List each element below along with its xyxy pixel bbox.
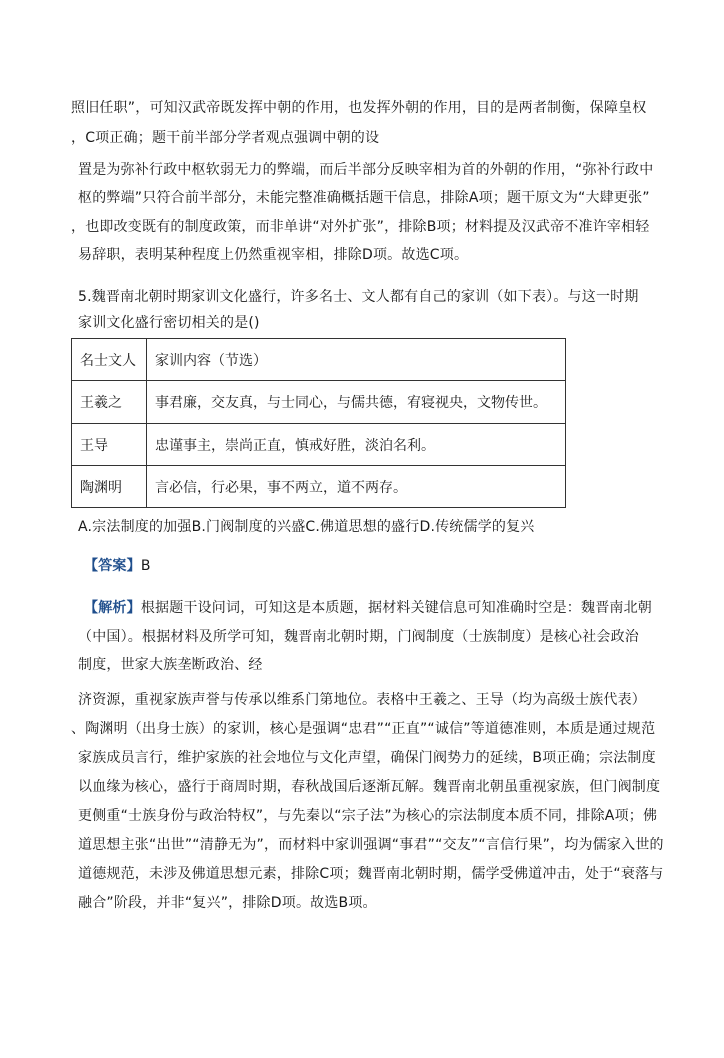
question-stem-line-2: 家训文化盛行密切相关的是() [78,315,260,331]
answer-value: B [140,558,151,574]
table-cell-content: 忠谨事主，崇尚正直，慎戒好胜，淡泊名利。 [147,424,566,466]
prev-analysis-line-5: ，也即改变既有的制度政策，而非单讲“对外扩张”，排除B项；材料提及汉武帝不准许宰相轻 [71,219,650,235]
analysis-line-7: 以血缘为核心，盛行于商周时期，春秋战国后逐渐瓦解。魏晋南北朝虽重视家族，但门阀制度 [78,779,661,795]
analysis-line-8: 更侧重“士族身份与政治特权”，与先秦以“宗子法”为核心的宗法制度本质不同，排除A项；佛 [78,808,658,824]
analysis-text-start: 根据题干设问词，可知这是本质题，据材料关键信息可知准确时空是：魏晋南北朝 [140,600,653,616]
answer-tag: 【答案】 [84,558,141,574]
prev-analysis-line-6: 易辞职，表明某种程度上仍然重视宰相，排除D项。故选C项。 [78,247,469,263]
prev-analysis-line-3: 置是为弥补行政中枢软弱无力的弊端，而后半部分反映宰相为首的外朝的作用，“弥补行政中 [78,162,654,178]
table-cell-content: 言必信，行必果，事不两立，道不两存。 [147,466,566,508]
table-cell-name: 王羲之 [72,381,147,424]
analysis-line-1 [84,598,652,618]
prev-analysis-line-2: ，C项正确；题干前半部分学者观点强调中朝的设 [71,130,380,146]
analysis-line-11: 融合”阶段，并非“复兴”，排除D项。故选B项。 [78,895,377,911]
table-header-name: 名士文人 [72,339,147,381]
answer-line [84,556,151,576]
question-options: A.宗法制度的加强B.门阀制度的兴盛C.佛道思想的盛行D.传统儒学的复兴 [78,519,535,535]
table-header-content: 家训内容（节选） [147,339,566,381]
table-row [72,466,566,508]
analysis-line-10: 道德规范，未涉及佛道思想元素，排除C项；魏晋南北朝时期，儒学受佛道冲击，处于“衰落与 [78,866,664,882]
table-cell-content: 事君廉，交友真，与士同心，与儒共德，宥寝视央，文物传世。 [147,381,566,424]
table-cell-name: 王导 [72,424,147,466]
analysis-line-6: 家族成员言行，维护家族的社会地位与文化声望，确保门阀势力的延续，B项正确；宗法制度 [78,750,656,766]
analysis-line-4: 济资源，重视家族声誉与传承以维系门第地位。表格中王羲之、王导（均为高级士族代表） [78,692,646,708]
family-motto-table [71,338,566,508]
question-stem-line-1: 5.魏晋南北朝时期家训文化盛行，许多名士、文人都有自己的家训（如下表）。与这一时期 [78,289,639,305]
table-row [72,381,566,424]
table-cell-name: 陶渊明 [72,466,147,508]
table-header-row [72,339,566,381]
analysis-tag: 【解析】 [84,600,141,616]
analysis-line-9: 道思想主张“出世”“清静无为”，而材料中家训强调“事君”“交友”“言信行果”，均为儒家入世的 [78,837,664,853]
analysis-line-3: 制度，世家大族垄断政治、经 [78,657,263,673]
table-row [72,424,566,466]
prev-analysis-line-4: 枢的弊端”只符合前半部分，未能完整准确概括题干信息，排除A项；题干原文为“大肆更张” [78,190,650,206]
prev-analysis-line-1: 照旧任职”，可知汉武帝既发挥中朝的作用，也发挥外朝的作用，目的是两者制衡，保障皇权 [71,100,647,116]
analysis-line-5: 、陶渊明（出身士族）的家训，核心是强调“忠君”“正直”“诚信”等道德准则，本质是通过规范 [71,721,656,737]
analysis-line-2: （中国）。根据材料及所学可知，魏晋南北朝时期，门阀制度（士族制度）是核心社会政治 [78,629,639,645]
